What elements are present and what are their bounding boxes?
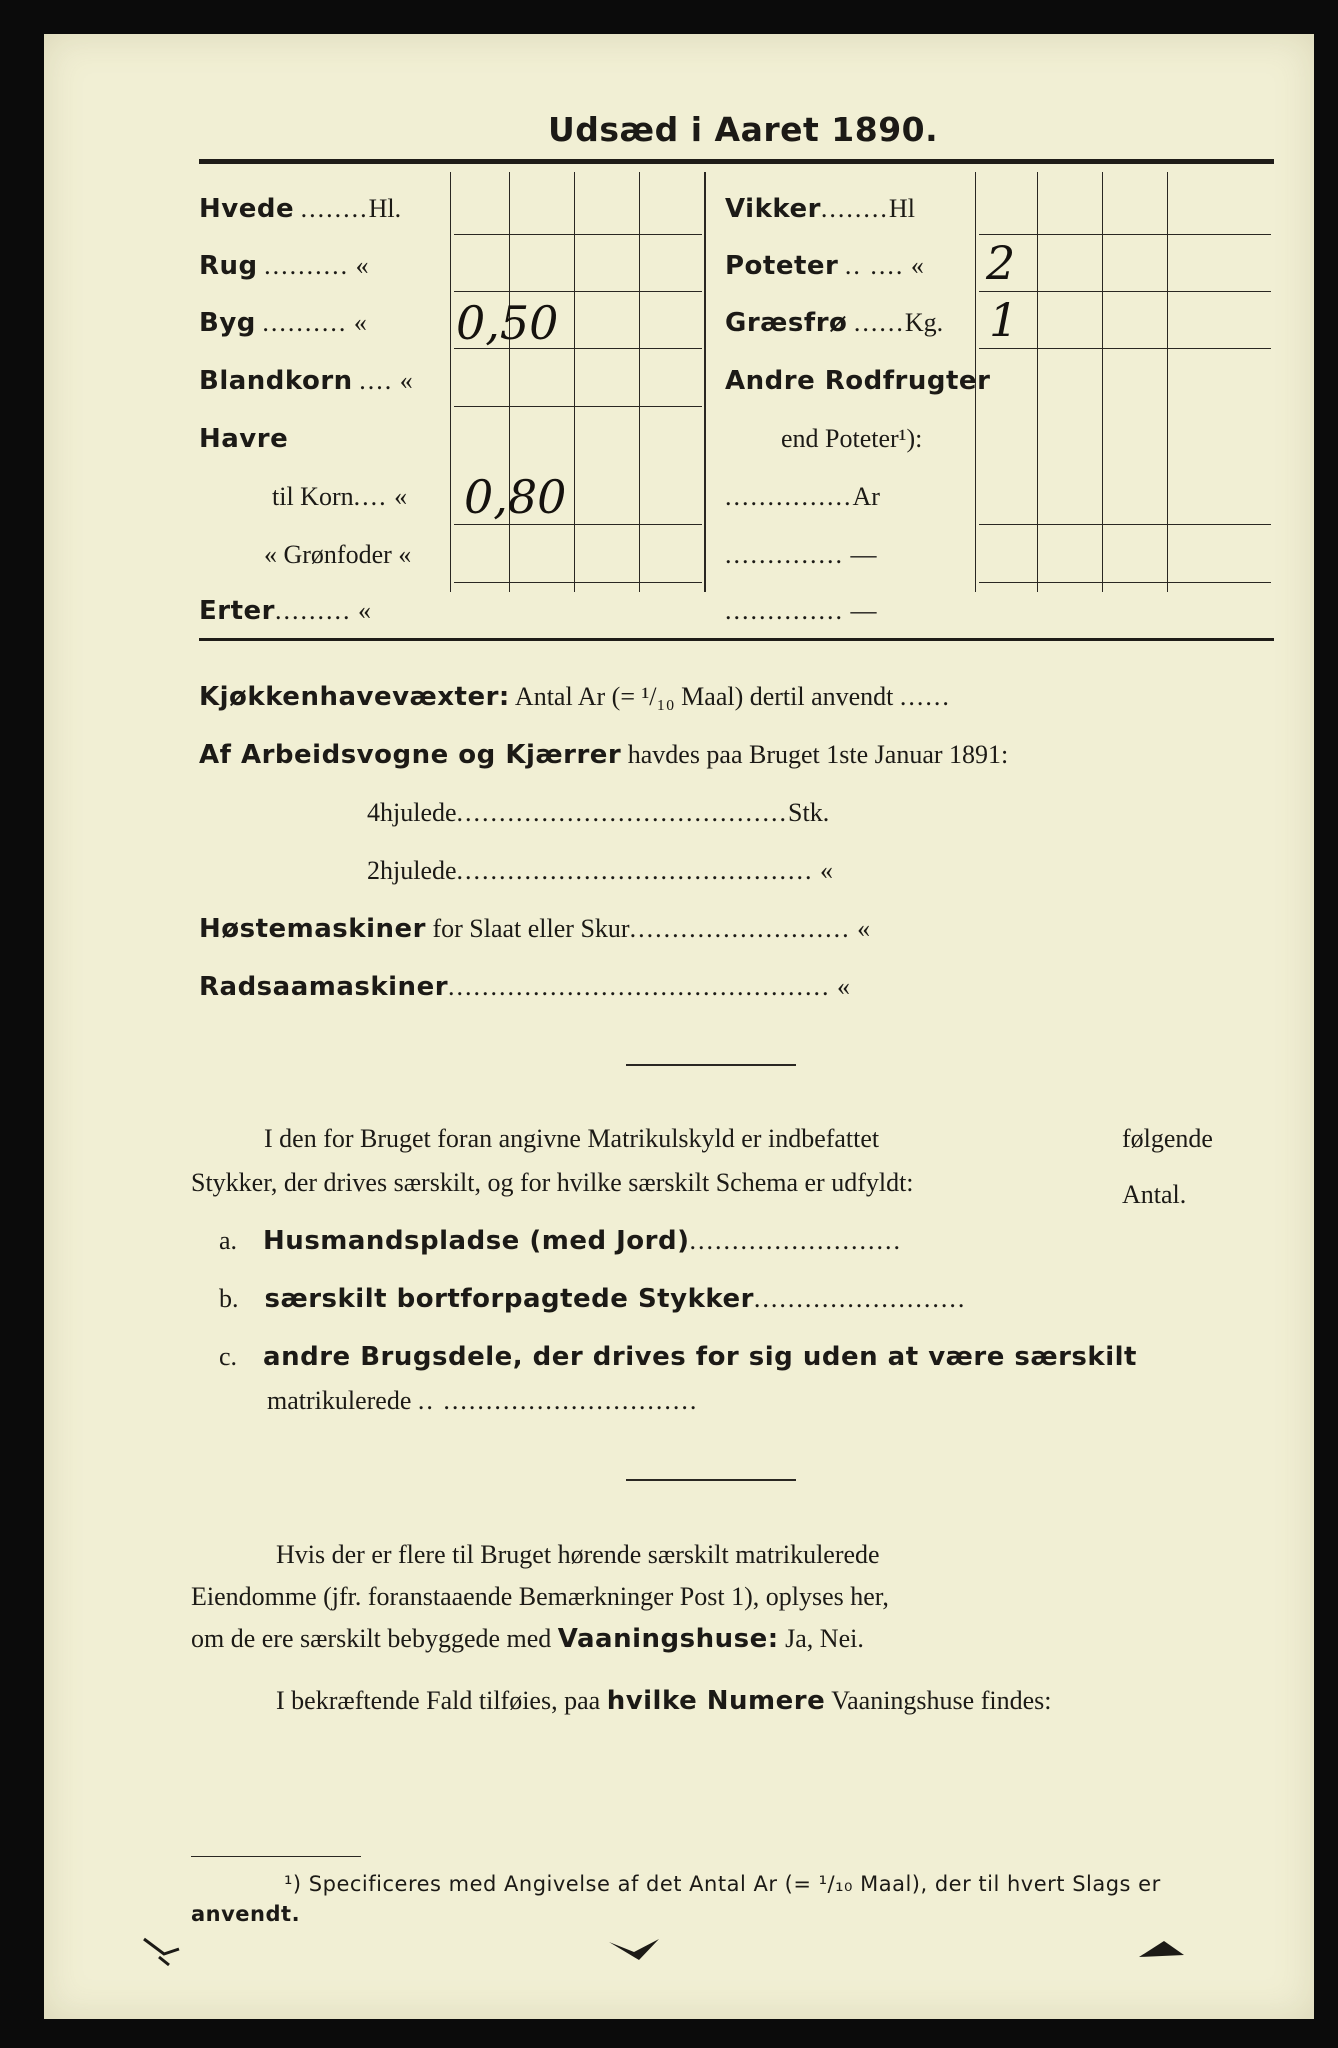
cell-line bbox=[454, 406, 702, 407]
row-unit: — bbox=[850, 596, 877, 625]
item-text: andre Brugsdele, der drives for sig uden at være særskilt bbox=[263, 1342, 1137, 1372]
item-c-cont: matrikulerede .. .............................. bbox=[267, 1386, 699, 1415]
korn-value: 0,80 bbox=[464, 470, 567, 524]
row-unit: « bbox=[353, 308, 367, 337]
grid-line bbox=[450, 172, 451, 592]
row-unit: « bbox=[910, 251, 924, 280]
hvis-answer: Ja, Nei. bbox=[785, 1624, 864, 1653]
cell-line bbox=[979, 348, 1271, 349]
hjul2-label: 2hjulede bbox=[367, 856, 457, 885]
poteter-value: 2 bbox=[986, 236, 1016, 290]
arbeid-text: havdes paa Bruget 1ste Januar 1891: bbox=[627, 740, 1009, 769]
row-label: Erter bbox=[199, 596, 275, 626]
table-bottom-rule bbox=[199, 638, 1274, 641]
cell-line bbox=[979, 524, 1271, 525]
grid-line bbox=[704, 172, 706, 592]
cell-line bbox=[979, 234, 1271, 235]
hvis-line-1: Hvis der er flere til Bruget hørende særskilt matrikulerede bbox=[276, 1540, 880, 1569]
grid-line bbox=[574, 172, 575, 592]
rad-unit: « bbox=[837, 972, 851, 1001]
row-unit: Ar bbox=[852, 482, 880, 511]
row-graesfro: Græsfrø ......Kg. bbox=[725, 308, 944, 338]
row-label: til Korn bbox=[272, 482, 354, 511]
item-c bbox=[219, 1342, 1137, 1372]
cell-line bbox=[979, 582, 1271, 583]
row-unit: Hl bbox=[888, 194, 915, 223]
hoste-text: for Slaat eller Skur bbox=[432, 914, 630, 943]
grid-line bbox=[509, 172, 510, 592]
row-label: Poteter bbox=[725, 251, 839, 281]
matrikul-line-1b: følgende bbox=[1122, 1124, 1213, 1153]
hvis-bold: Vaaningshuse: bbox=[557, 1624, 779, 1654]
matrikul-line-2: Stykker, der drives særskilt, og for hvilke særskilt Schema er udfyldt: bbox=[191, 1168, 914, 1197]
row-andre-rodfrugter: Andre Rodfrugter bbox=[725, 366, 991, 396]
row-vikker: Vikker........Hl bbox=[725, 194, 915, 224]
item-letter: c. bbox=[219, 1342, 238, 1371]
row-end-poteter: end Poteter¹): bbox=[781, 424, 923, 453]
item-text: matrikulerede bbox=[267, 1386, 412, 1415]
item-a: a. Husmandspladse (med Jord)......................... bbox=[219, 1226, 902, 1256]
grid-line bbox=[1102, 172, 1103, 592]
row-havre: Havre bbox=[199, 424, 289, 454]
hvis-text: om de ere særskilt bebyggede med bbox=[191, 1624, 552, 1653]
hvis-line-3 bbox=[191, 1624, 864, 1654]
row-blank-1: .............. — bbox=[725, 540, 877, 569]
row-unit: — bbox=[850, 540, 877, 569]
hostemaskiner-line: Høstemaskiner for Slaat eller Skur.......................... « bbox=[199, 914, 871, 944]
cell-line bbox=[454, 524, 702, 525]
hoste-unit: « bbox=[857, 914, 871, 943]
byg-value: 0,50 bbox=[456, 296, 559, 350]
kjokkenhave-line: Kjøkkenhavevæxter: Antal Ar (= ¹/₁₀ Maal) dertil anvendt ...... bbox=[199, 682, 951, 712]
row-blank-2: .............. — bbox=[725, 596, 877, 625]
row-unit: « bbox=[355, 251, 369, 280]
row-til-korn: til Korn.... « bbox=[272, 482, 408, 511]
hjul4-line: 4hjulede.......................................Stk. bbox=[367, 798, 830, 827]
bekraeft-end: Vaaningshuse findes: bbox=[831, 1686, 1052, 1715]
row-unit: « bbox=[394, 482, 408, 511]
item-letter: b. bbox=[219, 1284, 239, 1313]
footnote-line-1: ¹) Specificeres med Angivelse af det Antal Ar (= ¹/₁₀ Maal), der til hvert Slags er bbox=[284, 1872, 1161, 1896]
title-rule bbox=[199, 159, 1274, 164]
footnote-line-2: anvendt. bbox=[191, 1902, 301, 1926]
row-ar: ...............Ar bbox=[725, 482, 880, 511]
row-label: Byg bbox=[199, 308, 256, 338]
arbeid-label: Af Arbeidsvogne og Kjærrer bbox=[199, 740, 622, 770]
item-text: Husmandspladse (med Jord) bbox=[263, 1226, 690, 1256]
row-hvede: Hvede ........Hl. bbox=[199, 194, 402, 224]
ink-mark-icon bbox=[139, 1929, 199, 1969]
row-gronfoder bbox=[264, 540, 411, 570]
cell-line bbox=[454, 234, 702, 235]
hjul4-label: 4hjulede bbox=[367, 798, 457, 827]
row-unit: Hl. bbox=[368, 194, 402, 223]
footnote-rule bbox=[191, 1856, 361, 1857]
row-label: Vikker bbox=[725, 194, 821, 224]
row-label: Rug bbox=[199, 251, 258, 281]
arbeidsvogne-line bbox=[199, 740, 1008, 770]
row-unit: Kg. bbox=[904, 308, 944, 337]
grid-line bbox=[1037, 172, 1038, 592]
grid-line bbox=[1167, 172, 1168, 592]
page-title: Udsæd i Aaret 1890. bbox=[548, 110, 939, 149]
item-text: særskilt bortforpagtede Stykker bbox=[264, 1284, 754, 1314]
kjokken-label: Kjøkkenhavevæxter: bbox=[199, 682, 510, 712]
ink-mark-icon bbox=[604, 1934, 664, 1974]
cell-line bbox=[454, 582, 702, 583]
item-letter: a. bbox=[219, 1226, 238, 1255]
hoste-label: Høstemaskiner bbox=[199, 914, 426, 944]
cell-line bbox=[979, 291, 1271, 292]
item-b: b. særskilt bortforpagtede Stykker......................... bbox=[219, 1284, 967, 1314]
row-poteter: Poteter .. .... « bbox=[725, 251, 924, 281]
row-unit: « bbox=[399, 366, 413, 395]
grid-line bbox=[639, 172, 640, 592]
cell-line bbox=[454, 291, 702, 292]
divider bbox=[626, 1479, 796, 1481]
matrikul-line-1: I den for Bruget foran angivne Matrikulskyld er indbefattet bbox=[264, 1124, 880, 1153]
row-unit: « bbox=[398, 540, 412, 569]
row-label: « Grønfoder bbox=[264, 540, 392, 569]
kjokken-text: Antal Ar (= ¹/₁₀ Maal) dertil anvendt bbox=[514, 682, 894, 711]
ink-mark-icon bbox=[1134, 1929, 1194, 1969]
row-blandkorn: Blandkorn .... « bbox=[199, 366, 413, 396]
hvis-line-2: Eiendomme (jfr. foranstaaende Bemærkninger Post 1), oplyses her, bbox=[191, 1582, 889, 1611]
divider bbox=[626, 1064, 796, 1066]
document-page bbox=[44, 34, 1314, 2019]
row-rug: Rug .......... « bbox=[199, 251, 369, 281]
bekraeft-text: I bekræftende Fald tilføies, paa bbox=[276, 1686, 601, 1715]
row-unit: « bbox=[357, 596, 371, 625]
rad-label: Radsaamaskiner bbox=[199, 972, 449, 1002]
hjul2-line: 2hjulede.......................................... « bbox=[367, 856, 834, 885]
row-byg: Byg .......... « bbox=[199, 308, 367, 338]
bekraeft-bold: hvilke Numere bbox=[606, 1686, 826, 1716]
hjul2-unit: « bbox=[820, 856, 834, 885]
row-label: Græsfrø bbox=[725, 308, 848, 338]
row-erter: Erter......... « bbox=[199, 596, 371, 626]
bekraeft-line bbox=[276, 1686, 1051, 1716]
graesfro-value: 1 bbox=[989, 293, 1019, 347]
antal-heading: Antal. bbox=[1122, 1180, 1187, 1209]
row-label: Hvede bbox=[199, 194, 295, 224]
radsaamaskiner-line: Radsaamaskiner............................................. « bbox=[199, 972, 851, 1002]
row-label: Blandkorn bbox=[199, 366, 353, 396]
hjul4-unit: Stk. bbox=[788, 798, 830, 827]
